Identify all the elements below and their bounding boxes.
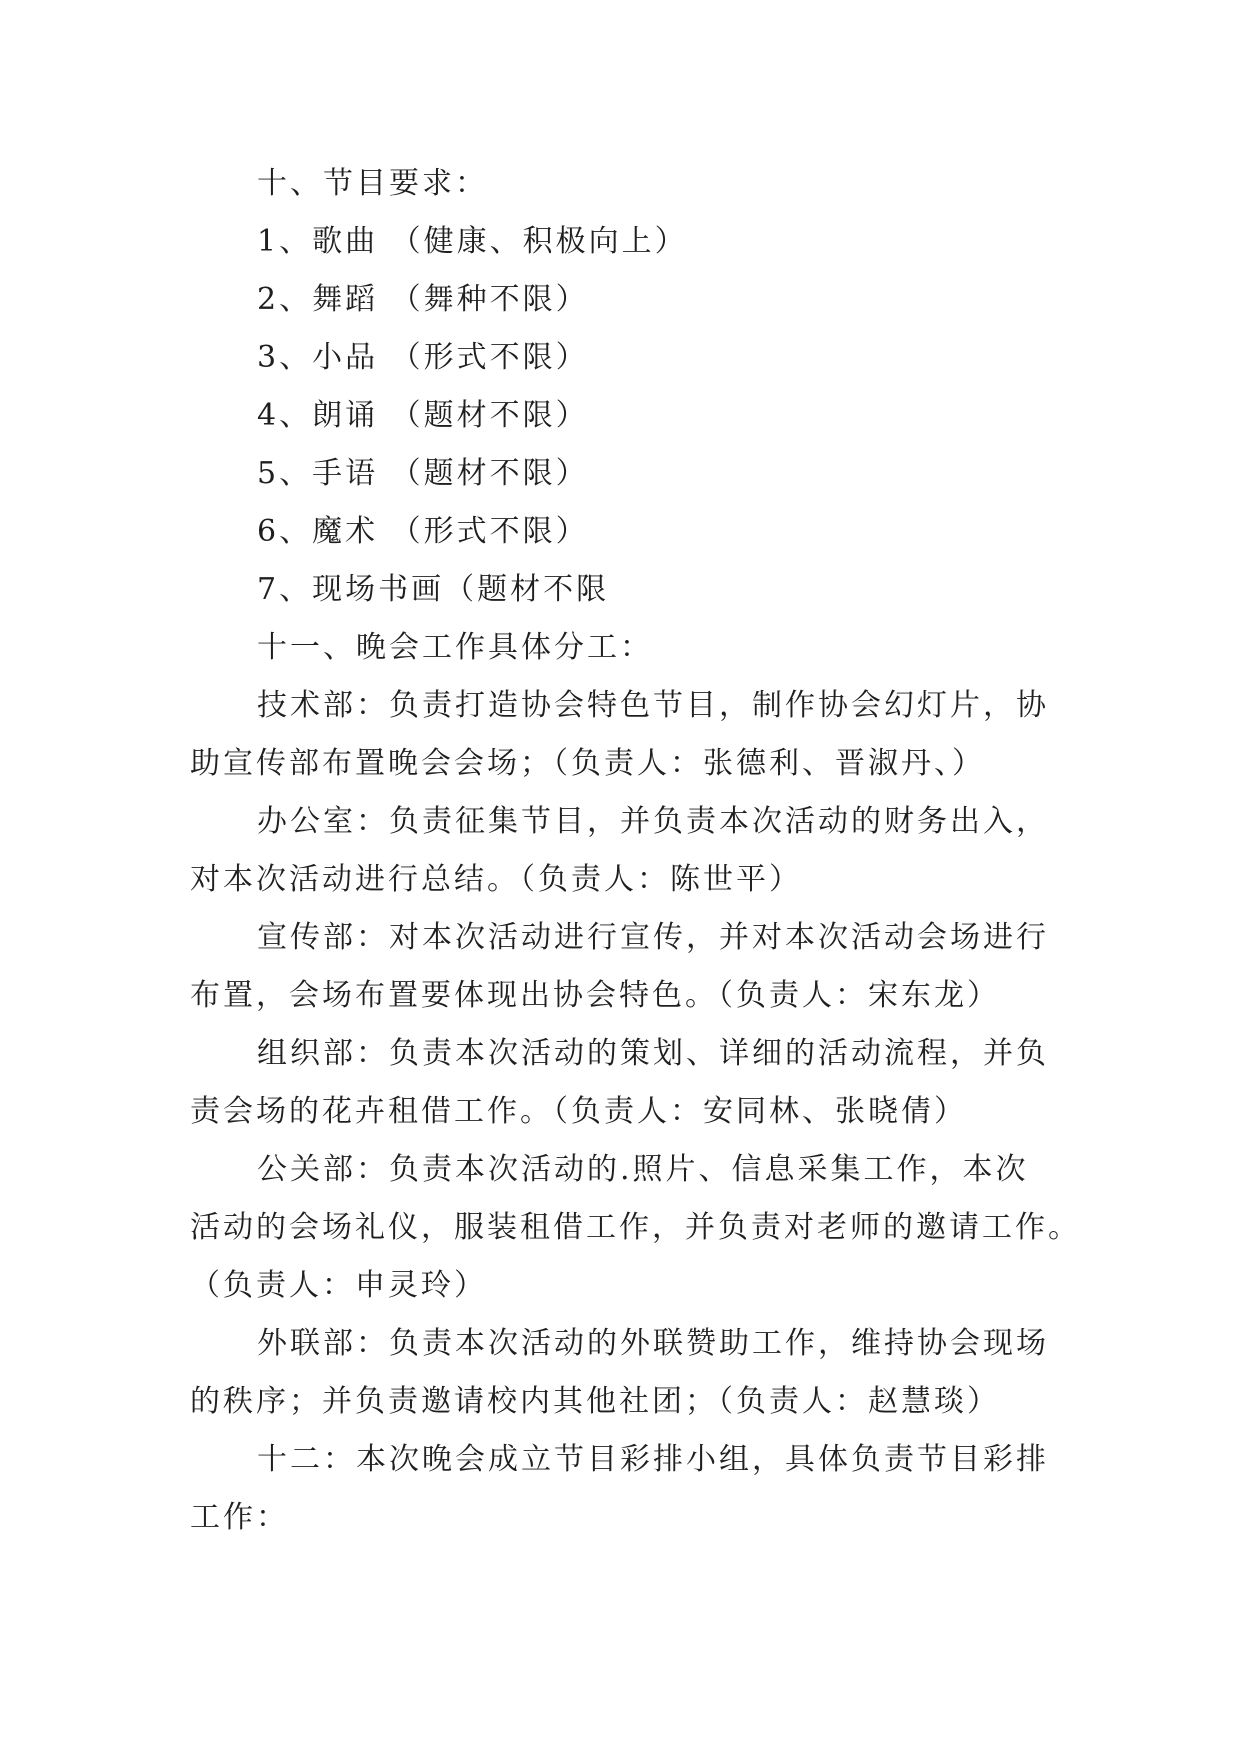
external-dept-line-1: 外联部：负责本次活动的外联赞助工作，维持协会现场	[257, 1326, 1049, 1361]
tech-dept-line-1: 技术部：负责打造协会特色节目，制作协会幻灯片，协	[257, 688, 1049, 723]
section-10-heading: 十、节目要求：	[257, 166, 488, 201]
section-11-heading: 十一、晚会工作具体分工：	[257, 630, 653, 665]
office-line-2: 对本次活动进行总结。（负责人：陈世平）	[190, 862, 802, 897]
program-item-7: 7、现场书画（题材不限	[257, 572, 610, 607]
office-line-1: 办公室：负责征集节目，并负责本次活动的财务出入，	[257, 804, 1049, 839]
program-item-1: 1、歌曲 （健康、积极向上）	[257, 224, 688, 259]
publicity-dept-line-1: 宣传部：对本次活动进行宣传，并对本次活动会场进行	[257, 920, 1049, 955]
pr-dept-line-1: 公关部：负责本次活动的.照片、信息采集工作，本次	[257, 1152, 1029, 1187]
publicity-dept-line-2: 布置，会场布置要体现出协会特色。（负责人：宋东龙）	[190, 978, 1000, 1013]
program-item-2: 2、舞蹈 （舞种不限）	[257, 282, 589, 317]
section-12-line-1: 十二：本次晚会成立节目彩排小组，具体负责节目彩排	[257, 1442, 1049, 1477]
program-item-4: 4、朗诵 （题材不限）	[257, 398, 589, 433]
organization-dept-line-1: 组织部：负责本次活动的策划、详细的活动流程，并负	[257, 1036, 1049, 1071]
program-item-6: 6、魔术 （形式不限）	[257, 514, 589, 549]
external-dept-line-2: 的秩序；并负责邀请校内其他社团；（负责人：赵慧琰）	[190, 1384, 1000, 1419]
pr-dept-line-3: （负责人：申灵玲）	[190, 1268, 487, 1303]
program-item-3: 3、小品 （形式不限）	[257, 340, 589, 375]
section-12-line-2: 工作：	[190, 1500, 289, 1535]
pr-dept-line-2: 活动的会场礼仪，服装租借工作，并负责对老师的邀请工作。	[190, 1210, 1081, 1245]
organization-dept-line-2: 责会场的花卉租借工作。（负责人：安同林、张晓倩）	[190, 1094, 967, 1129]
tech-dept-line-2: 助宣传部布置晚会会场；（负责人：张德利、晋淑丹、）	[190, 746, 985, 781]
program-item-5: 5、手语 （题材不限）	[257, 456, 589, 491]
